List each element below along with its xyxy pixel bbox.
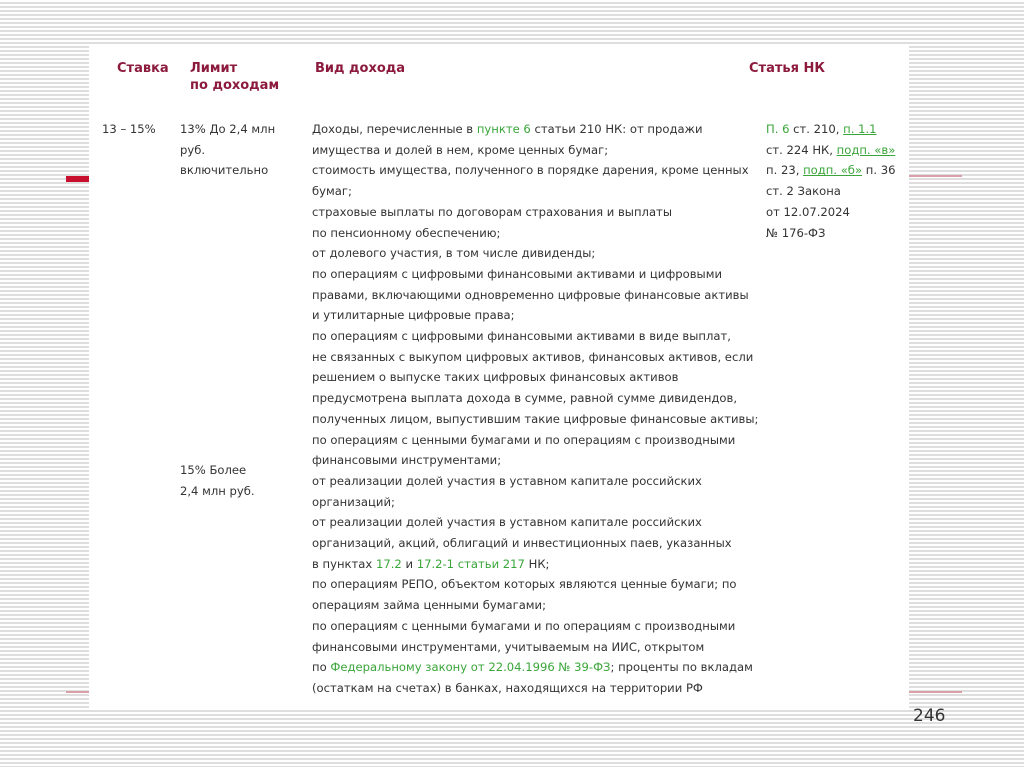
income-line [312, 367, 758, 388]
income-line [312, 119, 758, 140]
text-run: бумаг; [312, 184, 352, 199]
income-line [312, 140, 758, 161]
text-run: правами, включающими одновременно цифровые финансовые активы [312, 287, 749, 302]
text-run: страховые выплаты по договорам страхования и выплаты [312, 204, 672, 219]
text-run: п. 23, [766, 163, 804, 178]
text-run: по [312, 660, 331, 675]
text-run: организаций; [312, 494, 395, 509]
income-line [312, 512, 758, 533]
law-reference-link[interactable]: П. 6 [766, 122, 790, 136]
header-income-type: Вид дохода [315, 61, 406, 76]
text-run: стоимость имущества, полученного в порядке дарения, кроме ценных [312, 163, 749, 178]
decor-line-bottom-right [906, 691, 962, 693]
nk-line [766, 140, 895, 161]
header-nk-article: Статья НК [749, 61, 825, 76]
income-line [312, 202, 758, 223]
limit-line: 13% До 2,4 млн [180, 122, 276, 136]
income-line [312, 492, 758, 513]
text-run: и утилитарные цифровые права; [312, 308, 515, 323]
text-run: имущества и долей в нем, кроме ценных бумаг; [312, 142, 609, 157]
text-run: от реализации долей участия в уставном капитале российских [312, 473, 702, 488]
income-line [312, 595, 758, 616]
law-reference-link[interactable]: подп. «б» [803, 163, 863, 178]
nk-line [766, 119, 895, 140]
text-run: по пенсионному обеспечению; [312, 225, 501, 240]
income-line [312, 181, 758, 202]
income-type-list [312, 119, 758, 699]
text-run: по операциям с ценными бумагами и по операциям с производными [312, 432, 736, 447]
text-run: НК; [524, 556, 550, 571]
text-run: по операциям с цифровыми финансовыми активами и цифровыми [312, 266, 722, 281]
text-run: в пунктах [312, 556, 376, 571]
text-run: финансовыми инструментами, учитываемым на ИИС, открытом [312, 639, 705, 654]
income-line [312, 388, 758, 409]
text-run: по операциям с ценными бумагами и по операциям с производными [312, 618, 736, 633]
income-line [312, 347, 758, 368]
text-run: от долевого участия, в том числе дивиденды; [312, 246, 596, 261]
limit-line: 15% Более [180, 463, 247, 477]
page-number: 246 [913, 706, 946, 726]
text-run: организаций, акций, облигаций и инвестиционных паев, указанных [312, 536, 732, 551]
decor-line-right [906, 175, 962, 177]
text-run: ; проценты по вкладам [610, 660, 753, 675]
text-run: предусмотрена выплата дохода в сумме, равной сумме дивидендов, [312, 391, 738, 406]
text-run: операциям займа ценными бумагами; [312, 598, 546, 613]
rate-value: 13 – 15% [102, 122, 156, 136]
limit-13-percent [180, 119, 275, 181]
text-run: п. 36 [862, 163, 896, 178]
income-line [312, 657, 758, 678]
text-run: не связанных с выкупом цифровых активов, финансовых активов, если [312, 349, 754, 364]
text-run: статьи 210 НК: от продажи [530, 122, 703, 136]
text-run: ст. 2 Закона [766, 184, 841, 199]
income-line [312, 637, 758, 658]
tax-rate-table [89, 44, 909, 710]
income-line [312, 616, 758, 637]
income-line [312, 305, 758, 326]
text-run: решением о выпуске таких цифровых финансовых активов [312, 370, 679, 385]
nk-article-refs [766, 119, 895, 243]
income-line [312, 554, 758, 575]
nk-line [766, 181, 895, 202]
header-rate: Ставка [117, 61, 169, 76]
nk-line [766, 223, 895, 244]
income-line [312, 533, 758, 554]
limit-15-percent [180, 460, 255, 501]
header-limit: Лимит по доходам [190, 61, 280, 93]
income-line [312, 678, 758, 699]
limit-line: 2,4 млн руб. [180, 483, 255, 498]
income-line [312, 471, 758, 492]
text-run: № 176-ФЗ [766, 225, 826, 240]
text-run: ст. 224 НК, [766, 142, 837, 157]
income-line [312, 243, 758, 264]
text-run: (остаткам на счетах) в банках, находящихся на территории РФ [312, 680, 703, 695]
text-run: по операциям с цифровыми финансовыми активами в виде выплат, [312, 329, 731, 344]
law-reference-link[interactable]: пункте 6 [476, 122, 531, 136]
income-line [312, 223, 758, 244]
law-reference-link[interactable]: подп. «в» [836, 142, 896, 157]
text-run: Доходы, перечисленные в [312, 122, 477, 136]
text-run: от 12.07.2024 [766, 204, 850, 219]
text-run: полученных лицом, выпустившим такие цифровые финансовые активы; [312, 411, 759, 426]
limit-line: включительно [180, 163, 269, 178]
text-run: по операциям РЕПО, объектом которых являются ценные бумаги; по [312, 577, 737, 592]
income-line [312, 285, 758, 306]
income-line [312, 160, 758, 181]
text-run: финансовыми инструментами; [312, 453, 502, 468]
law-reference-link[interactable]: 17.2-1 статьи 217 [416, 556, 525, 571]
income-line [312, 264, 758, 285]
law-reference-link[interactable]: 17.2 [375, 556, 402, 571]
income-line [312, 326, 758, 347]
income-line [312, 409, 758, 430]
text-run: от реализации долей участия в уставном капитале российских [312, 515, 702, 530]
law-reference-link[interactable]: п. 1.1 [843, 122, 877, 136]
limit-line: руб. [180, 142, 206, 157]
text-run: и [401, 556, 417, 571]
nk-line [766, 202, 895, 223]
text-run: ст. 210, [789, 122, 844, 136]
law-reference-link[interactable]: Федеральному закону от 22.04.1996 № 39-ФЗ [330, 660, 611, 675]
income-line [312, 574, 758, 595]
income-line [312, 450, 758, 471]
income-line [312, 430, 758, 451]
nk-line [766, 160, 895, 181]
